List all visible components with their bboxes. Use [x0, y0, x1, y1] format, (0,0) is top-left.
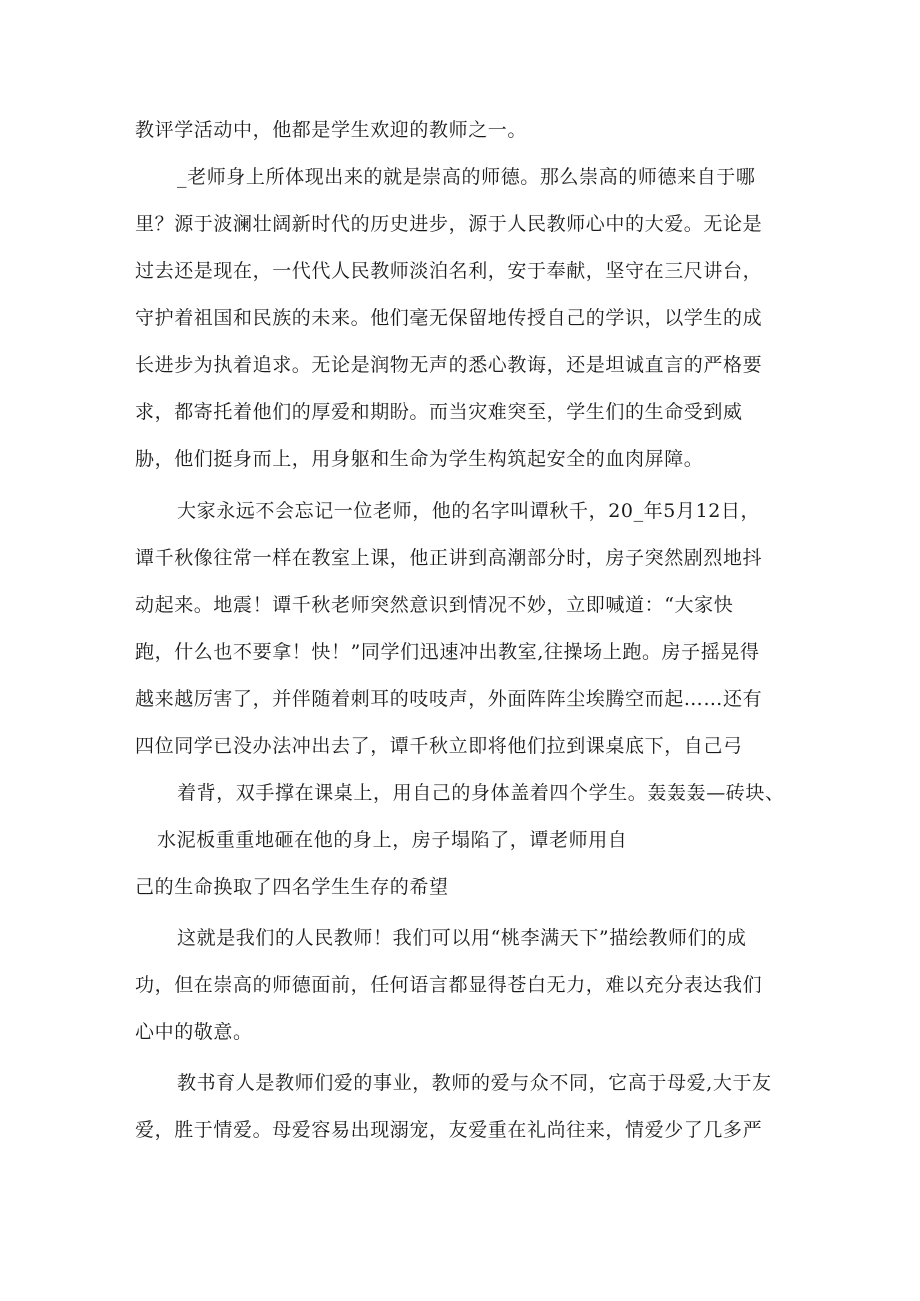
- text-line: 长进步为执着追求。无论是润物无声的悉心教诲，还是坦诚直言的严格要: [135, 354, 763, 376]
- text-line: 胁，他们挺身而上，用身躯和生命为学生构筑起安全的血肉屏障。: [135, 448, 704, 470]
- text-line: 水泥板重重地砸在他的身上，房子塌陷了，谭老师用自: [157, 829, 628, 851]
- text-line: 这就是我们的人民教师！我们可以用“桃李满天下”描绘教师们的成: [177, 927, 747, 949]
- text-line: 求，都寄托着他们的厚爱和期盼。而当灾难突至，学生们的生命受到威: [135, 401, 743, 423]
- text-line: 着背，双手撑在课桌上，用自己的身体盖着四个学生。轰轰轰—砖块、: [177, 782, 785, 804]
- text-line: 谭千秋像往常一样在教室上课，他正讲到高潮部分时，房子突然剧烈地抖: [135, 547, 763, 569]
- text-line: 心中的敬意。: [135, 1021, 253, 1043]
- text-line: 教书育人是教师们爱的事业，教师的爱与众不同，它高于母爱,大于友: [177, 1072, 772, 1094]
- text-line: _老师身上所体现出来的就是崇高的师德。那么崇高的师德来自于哪: [177, 166, 756, 188]
- text-line: 动起来。地震！谭千秋老师突然意识到情况不妙，立即喊道：“大家快: [135, 594, 734, 616]
- text-line: 功，但在崇高的师德面前，任何语言都显得苍白无力，难以充分表达我们: [135, 974, 763, 996]
- text-line: 守护着祖国和民族的未来。他们毫无保留地传授自己的学识，以学生的成: [135, 307, 763, 329]
- text-line: 大家永远不会忘记一位老师，他的名字叫谭秋千，20_年5月12日，: [177, 500, 761, 522]
- text-line: 教评学活动中，他都是学生欢迎的教师之一。: [135, 119, 528, 141]
- text-line: 四位同学已没办法冲出去了，谭千秋立即将他们拉到课桌底下，自己弓: [135, 735, 743, 757]
- text-line: 跑，什么也不要拿！快！”同学们迅速冲出教室,往操场上跑。房子摇晃得: [135, 641, 760, 663]
- text-line: 越来越厉害了，并伴随着刺耳的吱吱声，外面阵阵尘埃腾空而起……还有: [135, 688, 763, 710]
- text-line: 里？源于波澜壮阔新时代的历史进步，源于人民教师心中的大爱。无论是: [135, 213, 763, 235]
- text-line: 己的生命换取了四名学生生存的希望: [135, 876, 449, 898]
- text-line: 爱，胜于情爱。母爱容易出现溺宠，友爱重在礼尚往来，情爱少了几多严: [135, 1119, 763, 1141]
- text-line: 过去还是现在，一代代人民教师淡泊名利，安于奉献，坚守在三尺讲台，: [135, 260, 763, 282]
